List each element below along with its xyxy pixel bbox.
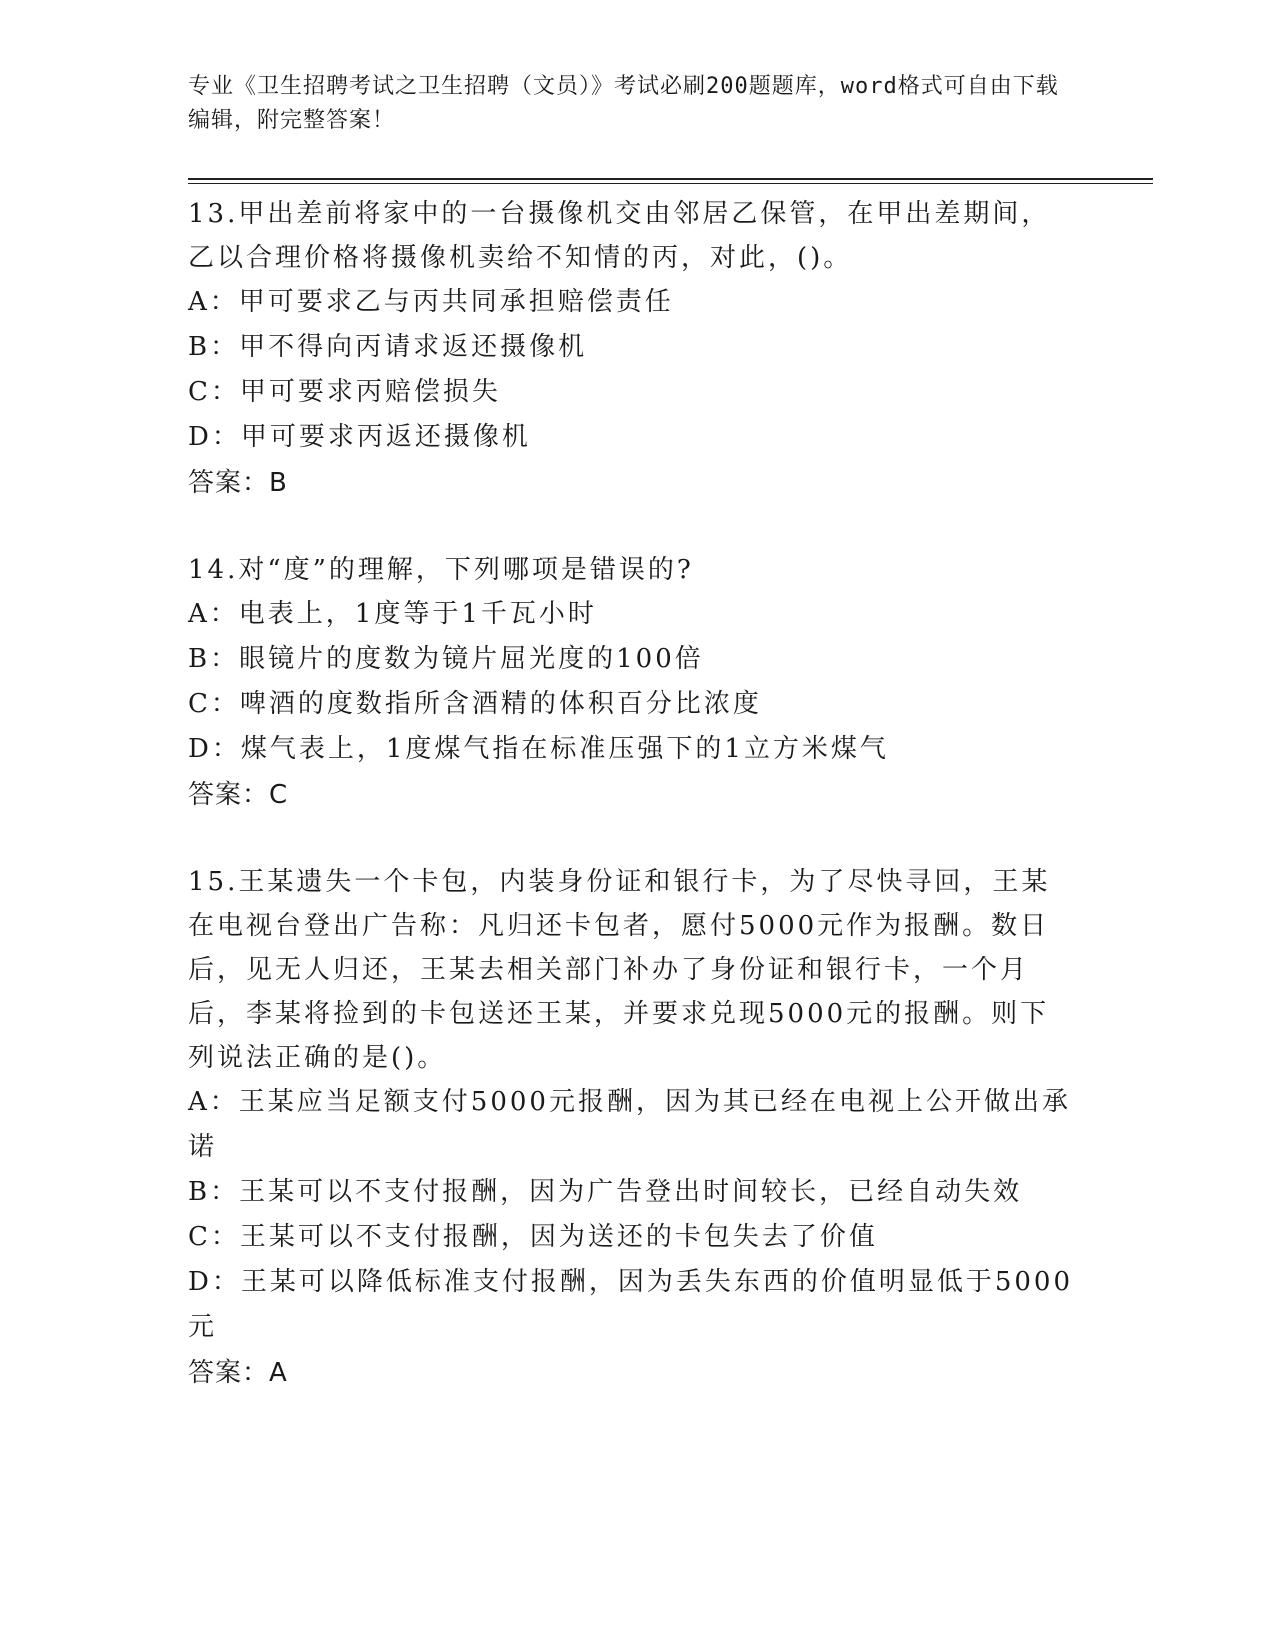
- header-divider: [188, 178, 1153, 180]
- option-b: B：眼镜片的度数为镜片屈光度的100倍: [188, 644, 704, 674]
- question-stem: 15.王某遗失一个卡包，内装身份证和银行卡，为了尽快寻回，王某在电视台登出广告称：凡归还卡包者，愿付5000元作为报酬。数日后，见无人归还，王某去相关部门补办了身份证和银行卡，一个月后，李某将捡到的卡包送还王某，并要求兑现5000元的报酬。则下列说法正确的是()。: [188, 867, 1051, 1073]
- option-d: D：王某可以降低标准支付报酬，因为丢失东西的价值明显低于5000元: [188, 1267, 1074, 1342]
- option-a: A：甲可要求乙与丙共同承担赔偿责任: [188, 287, 674, 317]
- header-divider-thin: [188, 183, 1153, 184]
- question-stem: 14.对“度”的理解，下列哪项是错误的?: [188, 555, 694, 585]
- option-b: B：王某可以不支付报酬，因为广告登出时间较长，已经自动失效: [188, 1177, 1023, 1207]
- option-a: A：电表上，1度等于1千瓦小时: [188, 599, 597, 629]
- option-a: A：王某应当足额支付5000元报酬，因为其已经在电视上公开做出承诺: [188, 1087, 1071, 1162]
- question-list: [188, 190, 1078, 1436]
- question-13: [188, 190, 1078, 506]
- answer: 答案：A: [188, 1358, 288, 1388]
- document-header: 专业《卫生招聘考试之卫生招聘（文员）》考试必刷200题题库，word格式可自由下载编辑，附完整答案！: [188, 74, 1059, 133]
- question-stem: 13.甲出差前将家中的一台摄像机交由邻居乙保管，在甲出差期间，乙以合理价格将摄像机卖给不知情的丙，对此，()。: [188, 199, 1051, 273]
- option-c: C：啤酒的度数指所含酒精的体积百分比浓度: [188, 689, 762, 719]
- option-c: C：王某可以不支付报酬，因为送还的卡包失去了价值: [188, 1222, 878, 1252]
- question-15: [188, 858, 1078, 1396]
- answer: 答案：B: [188, 468, 288, 498]
- option-d: D：甲可要求丙返还摄像机: [188, 422, 531, 452]
- question-14: [188, 546, 1078, 818]
- option-c: C：甲可要求丙赔偿损失: [188, 377, 501, 407]
- answer: 答案：C: [188, 780, 289, 810]
- option-b: B：甲不得向丙请求返还摄像机: [188, 332, 588, 362]
- option-d: D：煤气表上，1度煤气指在标准压强下的1立方米煤气: [188, 734, 889, 764]
